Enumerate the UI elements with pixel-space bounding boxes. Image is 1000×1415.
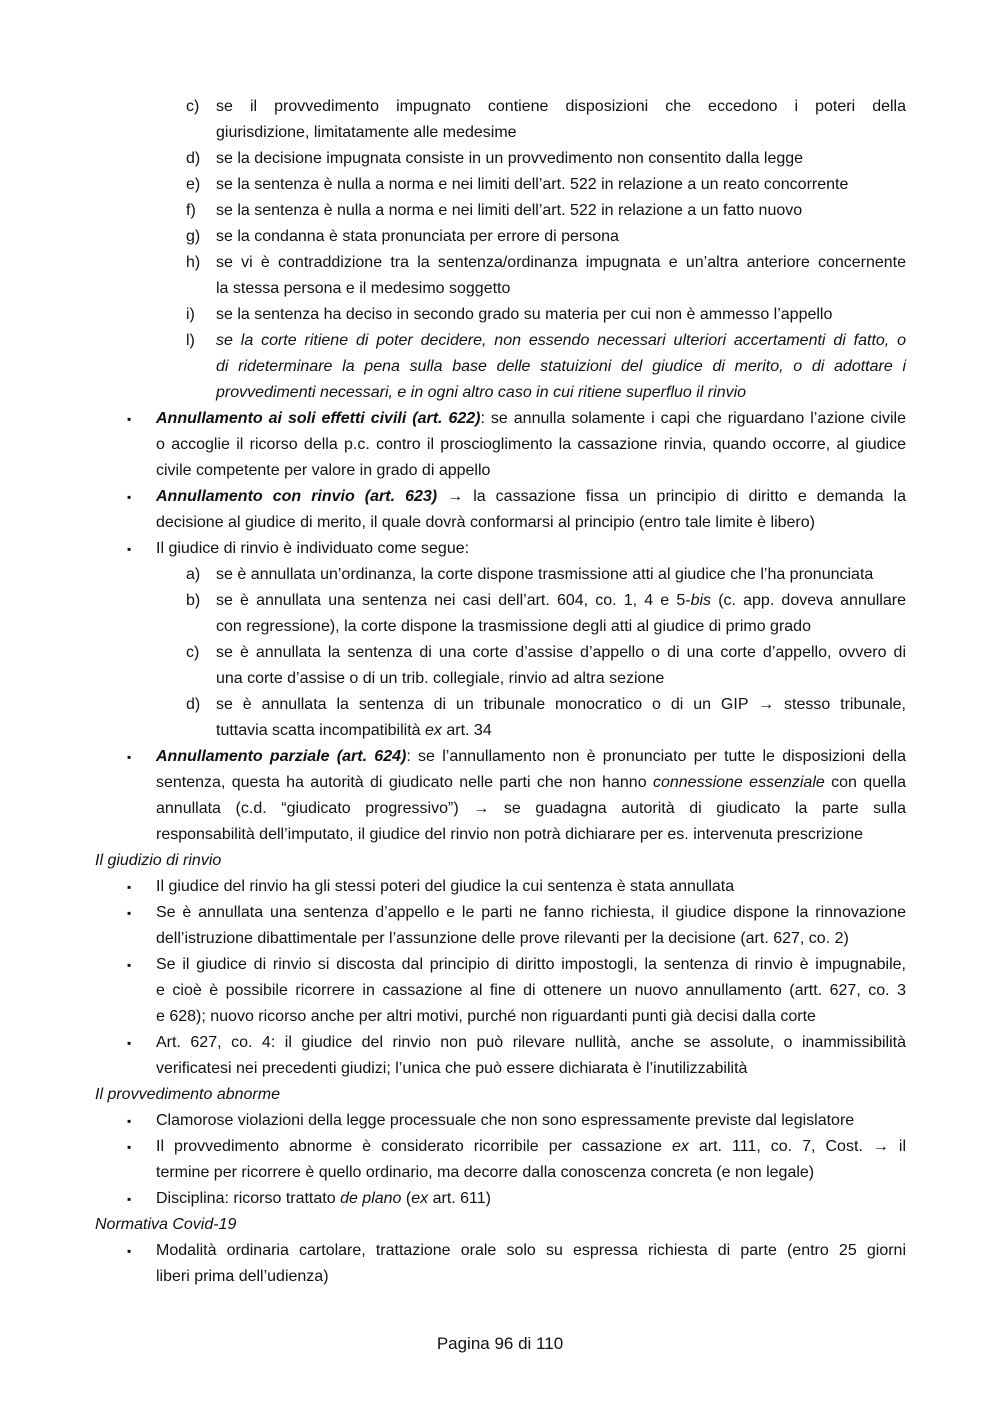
list-text: se la corte ritiene di poter decidere, non essendo necessari ulteriori accertamenti di fatto, o [216,332,906,349]
list-marker: d) [186,696,201,713]
text-run: art. 34 [441,722,492,739]
bullet-text: liberi prima dell’udienza) [156,1268,329,1285]
bullet-text: o accoglie il ricorso della p.c. contro il proscioglimento la cassazione rinvia, quando occorre, al giudice [156,436,906,453]
arrow-icon: → [473,800,490,817]
bold-term: Annullamento parziale (art. 624) [156,748,407,765]
bullet-text [156,406,906,432]
bullet-icon: ▪ [127,1114,132,1128]
bullet-text: responsabilità dell’imputato, il giudice del rinvio non potrà dichiarare per es. intervenuta prescrizione [156,826,864,843]
list-text: con regressione), la corte dispone la trasmissione degli atti al giudice di primo grado [216,618,811,635]
list-marker: d) [186,150,201,167]
text-run: : se annulla solamente i capi che riguardano l’azione civile [480,410,906,427]
italic-run: bis [690,592,712,609]
bullet-icon: ▪ [127,880,132,894]
text-run: ( [401,1190,412,1207]
text-run: la cassazione fissa un principio di diritto e demanda la [473,488,906,505]
bullet-text: verificatesi nei precedenti giudizi; l’unica che può essere dichiarata è l’inutilizzabilità [156,1060,748,1077]
bullet-icon: ▪ [127,1192,132,1206]
list-text: se è annullata un’ordinanza, la corte dispone trasmissione atti al giudice che l’ha pronunciata [216,566,874,583]
list-marker: c) [186,98,200,115]
text-run: stesso tribunale, [784,696,906,713]
bullet-icon: ▪ [127,542,132,556]
text-run: art. 611) [428,1190,491,1207]
bullet-text: decisione al giudice di merito, il quale dovrà conformarsi al principio (entro tale limite è libero) [156,514,815,531]
bullet-text: Art. 627, co. 4: il giudice del rinvio non può rilevare nullità, anche se assolute, o inammissibilità [156,1034,906,1051]
list-text: se la decisione impugnata consiste in un provvedimento non consentito dalla legge [216,150,804,167]
bullet-icon: ▪ [127,412,132,426]
bullet-text: e cioè è possibile ricorrere in cassazione al fine di ottenere un nuovo annullamento (artt. 627, co. 3 [156,982,906,999]
page-number: Pagina 96 di 110 [436,1334,564,1353]
bullet-text [156,484,906,510]
bullet-text [156,1186,491,1212]
text-run: se è annullata una sentenza nei casi dell’art. 604, co. 1, 4 e 5- [216,592,691,609]
arrow-icon: → [447,488,464,505]
bullet-text: termine per ricorrere è quello ordinario, ma decorre dalla conoscenza concreta (e non legale) [156,1164,815,1181]
text-run: con quella [824,774,907,791]
list-text [216,692,906,718]
text-run: se è annullata la sentenza di un tribunale monocratico o di un GIP [216,696,749,713]
bold-term: Annullamento ai soli effetti civili (art. 622) [156,410,481,427]
list-text: se vi è contraddizione tra la sentenza/ordinanza impugnata e un’altra anteriore concernente [216,254,906,271]
list-marker: i) [186,306,195,323]
list-marker: e) [186,176,201,193]
list-text: una corte d’assise o di un trib. collegiale, rinvio ad altra sezione [216,670,665,687]
list-marker: h) [186,254,201,271]
list-marker: c) [186,644,200,661]
italic-run: ex [411,1190,429,1207]
arrow-icon: → [758,696,775,713]
list-marker: l) [186,332,195,349]
bullet-text: Il giudice di rinvio è individuato come segue: [156,540,470,557]
text-run: Il provvedimento abnorme è considerato ricorribile per cassazione [156,1138,672,1155]
list-marker: a) [186,566,201,583]
bullet-text: e 628); nuovo ricorso anche per altri motivi, purché non riguardanti punti già decisi dalla corte [156,1008,816,1025]
text-run: tuttavia scatta incompatibilità [216,722,425,739]
text-run: sentenza, questa ha autorità di giudicato nelle parti che non hanno [156,774,653,791]
text-run: art. 111, co. 7, Cost. [688,1138,863,1155]
list-text: se la sentenza è nulla a norma e nei limiti dell’art. 522 in relazione a un reato concorrente [216,176,849,193]
bullet-text: civile competente per valore in grado di appello [156,462,491,479]
list-text: se la condanna è stata pronunciata per errore di persona [216,228,619,245]
arrow-icon: → [872,1138,889,1155]
bullet-text: Clamorose violazioni della legge processuale che non sono espressamente previste dal legislatore [156,1112,855,1129]
bullet-text [156,1134,906,1160]
bullet-icon: ▪ [127,1244,132,1258]
list-text: giurisdizione, limitatamente alle medesime [216,124,517,141]
bullet-icon: ▪ [127,958,132,972]
heading-text: Normativa Covid-19 [95,1216,237,1233]
list-text [216,718,492,744]
italic-run: ex [425,722,442,739]
list-text: se la sentenza ha deciso in secondo grado su materia per cui non è ammesso l’appello [216,306,833,323]
bold-term: Annullamento con rinvio (art. 623) [156,488,438,505]
text-run: (c. app. doveva annullare [711,592,906,609]
bullet-text: Se il giudice di rinvio si discosta dal principio di diritto impostogli, la sentenza di rinvio è impugnabile, [156,956,906,973]
bullet-text [156,744,906,770]
bullet-icon: ▪ [127,750,132,764]
text-run: annullata (c.d. “giudicato progressivo”) [156,800,459,817]
text-run: Disciplina: ricorso trattato [156,1190,341,1207]
list-text: la stessa persona e il medesimo soggetto [216,280,511,297]
bullet-text: dell’istruzione dibattimentale per l’assunzione delle prove rilevanti per la decisione (art. 627, co. 2) [156,930,849,947]
list-text: di rideterminare la pena sulla base delle statuizioni del giudice di merito, o di adottare i [216,358,906,375]
list-text: se la sentenza è nulla a norma e nei limiti dell’art. 522 in relazione a un fatto nuovo [216,202,803,219]
bullet-text: Il giudice del rinvio ha gli stessi poteri del giudice la cui sentenza è stata annullata [156,878,735,895]
bullet-icon: ▪ [127,490,132,504]
list-text: se il provvedimento impugnato contiene disposizioni che eccedono i poteri della [216,98,906,115]
text-run: il [898,1138,907,1155]
text-run: : se l’annullamento non è pronunciato per tutte le disposizioni della [406,748,906,765]
bullet-text: Se è annullata una sentenza d’appello e le parti ne fanno richiesta, il giudice dispone la rinnovazione [156,904,906,921]
bullet-text [156,796,906,822]
list-text: se è annullata la sentenza di una corte d’assise d’appello o di una corte d’appello, ovvero di [216,644,906,661]
list-marker: g) [186,228,201,245]
bullet-text: Modalità ordinaria cartolare, trattazione orale solo su espressa richiesta di parte (entro 25 giorni [156,1242,906,1259]
list-marker: f) [186,202,196,219]
heading-text: Il giudizio di rinvio [95,852,222,869]
list-text [216,588,906,614]
list-text: provvedimenti necessari, e in ogni altro caso in cui ritiene superfluo il rinvio [216,384,747,401]
bullet-text [156,770,906,796]
italic-run: connessione essenziale [652,774,825,791]
bullet-icon: ▪ [127,1140,132,1154]
text-run: se guadagna autorità di giudicato la parte sulla [503,800,906,817]
italic-run: de plano [340,1190,402,1207]
heading-text: Il provvedimento abnorme [95,1086,280,1103]
italic-run: ex [671,1138,689,1155]
bullet-icon: ▪ [127,906,132,920]
bullet-icon: ▪ [127,1036,132,1050]
list-marker: b) [186,592,201,609]
